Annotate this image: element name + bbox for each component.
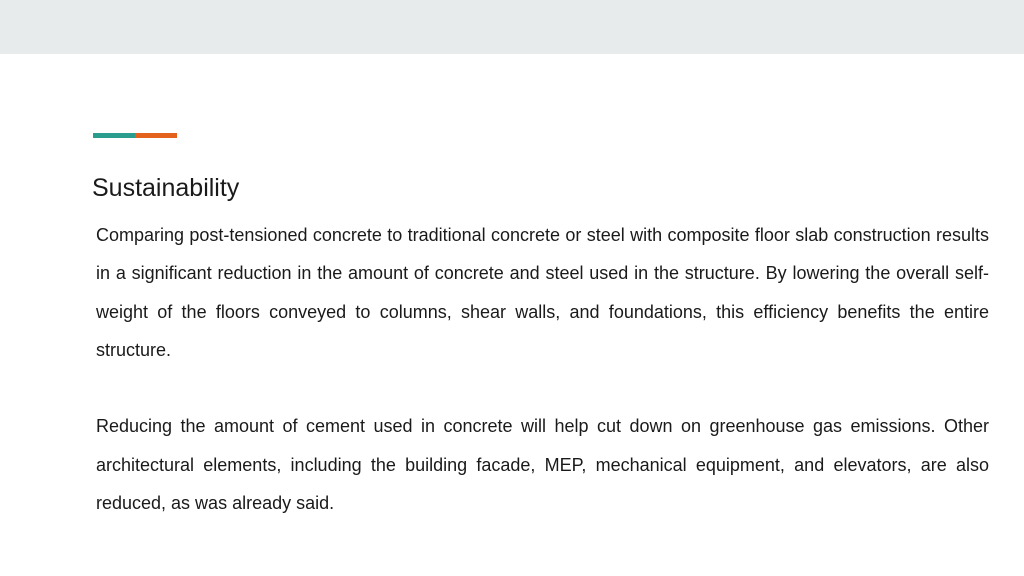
slide-body	[96, 216, 989, 522]
body-paragraph: Comparing post-tensioned concrete to traditional concrete or steel with composite floor slab construction results in a significant reduction in the amount of concrete and steel used in the structure. By lowering the overall self-weight of the floors conveyed to columns, shear walls, and foundations, this efficiency benefits the entire structure.	[96, 225, 989, 360]
accent-teal-segment	[93, 133, 135, 138]
accent-orange-segment	[135, 133, 177, 138]
slide-title: Sustainability	[92, 174, 240, 202]
title-accent-bar	[93, 133, 177, 138]
top-band	[0, 0, 1024, 54]
paragraph-spacer	[96, 369, 989, 407]
body-paragraph: Reducing the amount of cement used in concrete will help cut down on greenhouse gas emissions. Other architectural elements, including the building facade, MEP, mechanical equipment, and elevators, are also reduced, as was already said.	[96, 416, 989, 514]
